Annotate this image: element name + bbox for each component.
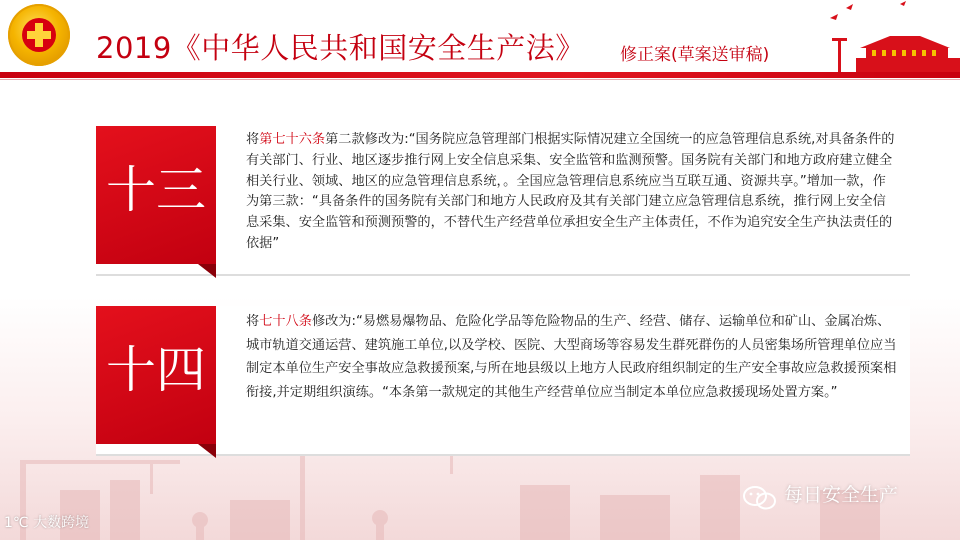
section-body: 修改为:“易燃易爆物品、危险化学品等危险物品的生产、经营、储存、运输单位和矿山、金属冶炼、城市轨道交通运营、建筑施工单位,以及学校、医院、大型商场等容易发生群死群伤的人员密集场所管理单位应当制定本单位生产安全事故应急救援预案,与所在地县级以上地方人民政府组织制定的生产安全事故应急救援预案相衔接,并定期组织演练。“本条第一款规定的其他生产经营单位应当制定本单位应急救援现场处置方案。” [246,314,897,400]
ribbon-fold [198,444,216,458]
article-ref: 七十八条 [259,314,312,329]
section-number-14: 十四 [96,306,216,444]
safety-emblem-icon [8,4,70,66]
watermark-text: 每日安全生产 [784,484,899,506]
section-text-13 [246,130,898,255]
ribbon-fold [198,264,216,278]
section-body: 第二款修改为:“国务院应急管理部门根据实际情况建立全国统一的应急管理信息系统,对具备条件的有关部门、行业、地区逐步推行网上安全信息采集、安全监管和监测预警。国务院有关部门和地方政府建立健全相关行业、领域、地区的应急管理信息系统，。全国应急管理信息系统应当互联互通、资源共享。”增加一款，作为第三款：“具备条件的国务院有关部门和地方人民政府及其有关部门建立应急管理信息系统，推行网上安全信息采集、安全监管和预测预警的，不替代生产经营单位承担安全生产主体责任，不作为追究安全生产执法责任的依据” [246,132,895,251]
section-text-14 [246,310,898,404]
page-subtitle: 修正案(草案送审稿) [620,45,770,65]
header-divider [0,72,960,78]
card-underline [96,454,910,456]
section-number-13: 十三 [96,126,216,264]
source-logo: 1℃ 大数跨境 [4,515,90,531]
tiananmen-decoration-icon [820,0,960,76]
lead-word: 将 [246,132,260,147]
lead-word: 将 [246,314,260,329]
card-underline [96,274,910,276]
article-ref: 第七十六条 [259,132,326,147]
page-title: 2019《中华人民共和国安全生产法》 [96,31,585,65]
wechat-icon [742,484,778,512]
header-divider-thin [0,79,960,80]
